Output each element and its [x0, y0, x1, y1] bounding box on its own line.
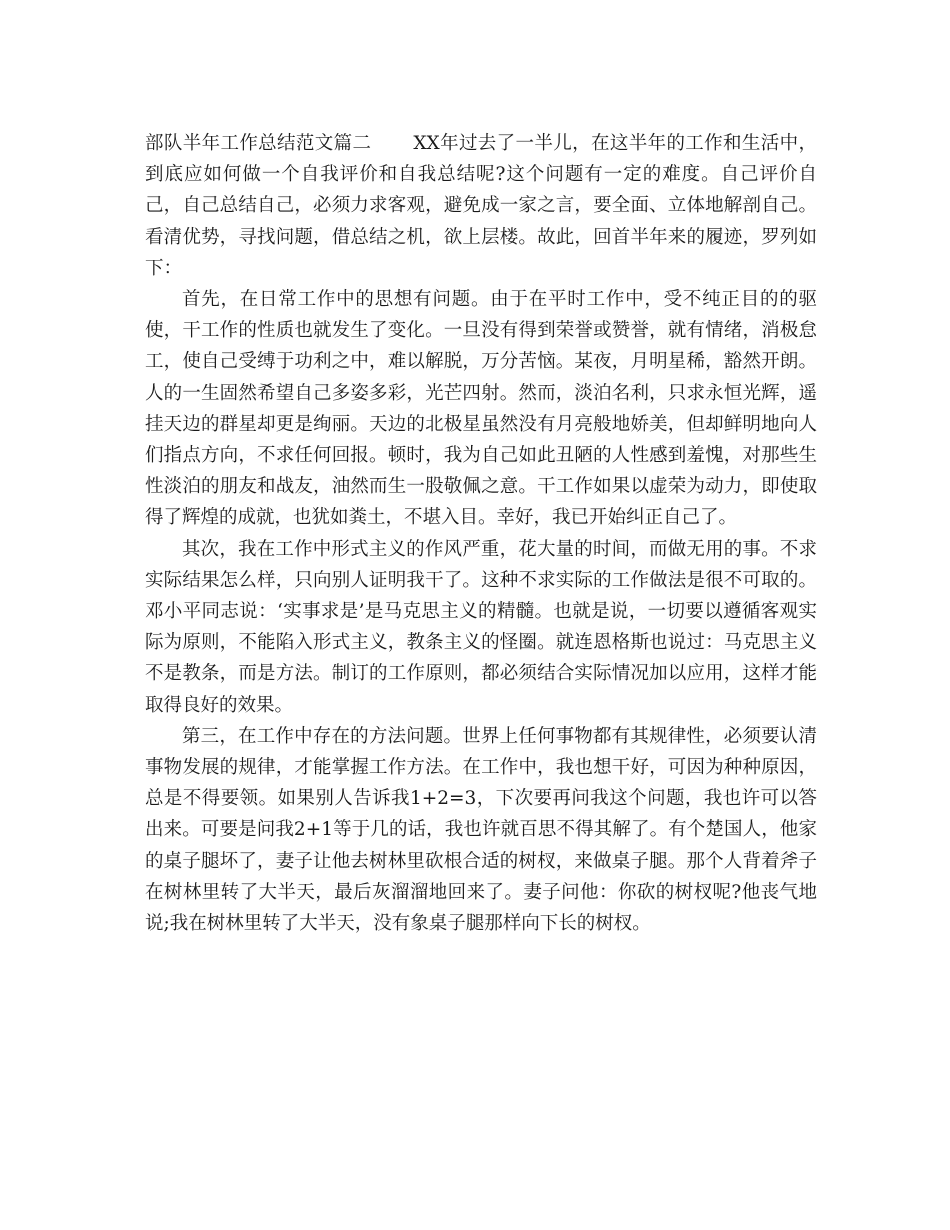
paragraph: 第三，在工作中存在的方法问题。世界上任何事物都有其规律性，必须要认清事物发展的规律，才能掌握工作方法。在工作中，我也想干好，可因为种种原因，总是不得要领。如果别人告诉我1+2=3，下次要再问我这个问题，我也许可以答出来。可要是问我2+1等于几的话，我也许就百思不得其解了。有个楚国人，他家的桌子腿坏了，妻子让他去树林里砍根合适的树杈，来做桌子腿。那个人背着斧子在树林里转了大半天，最后灰溜溜地回来了。妻子问他：你砍的树杈呢?他丧气地说;我在树林里转了大半天，没有象桌子腿那样向下长的树杈。 [145, 725, 817, 935]
document-body [145, 128, 817, 939]
paragraph: 其次，我在工作中形式主义的作风严重，花大量的时间，而做无用的事。不求实际结果怎么样，只向别人证明我干了。这种不求实际的工作做法是很不可取的。邓小平同志说：‘实事求是’是马克思主义的精髓。也就是说，一切要以遵循客观实际为原则，不能陷入形式主义，教条主义的怪圈。就连恩格斯也说过：马克思主义不是教条，而是方法。制订的工作原则，都必须结合实际情况加以应用，这样才能取得良好的效果。 [145, 538, 817, 716]
paragraph-text: XX年过去了一半儿，在这半年的工作和生活中，到底应如何做一个自我评价和自我总结呢?这个问题有一定的难度。自己评价自己，自己总结自己，必须力求客观，避免成一家之言，要全面、立体地解剖自己。看清优势，寻找问题，借总结之机，欲上层楼。故此，回首半年来的履迹，罗列如下： [145, 133, 817, 279]
paragraph: 首先，在日常工作中的思想有问题。由于在平时工作中，受不纯正目的的驱使，干工作的性质也就发生了变化。一旦没有得到荣誉或赞誉，就有情绪，消极怠工，使自己受缚于功利之中，难以解脱，万分苦恼。某夜，月明星稀，豁然开朗。人的一生固然希望自己多姿多彩，光芒四射。然而，淡泊名利，只求永恒光辉，遥挂天边的群星却更是绚丽。天边的北极星虽然没有月亮般地娇美，但却鲜明地向人们指点方向，不求任何回报。顿时，我为自己如此丑陋的人性感到羞愧，对那些生性淡泊的朋友和战友，油然而生一股敬佩之意。干工作如果以虚荣为动力，即使取得了辉煌的成就，也犹如粪土，不堪入目。幸好，我已开始纠正自己了。 [145, 289, 817, 529]
document-title: 部队半年工作总结范文篇二 [145, 133, 372, 154]
intro-paragraph [145, 128, 817, 284]
